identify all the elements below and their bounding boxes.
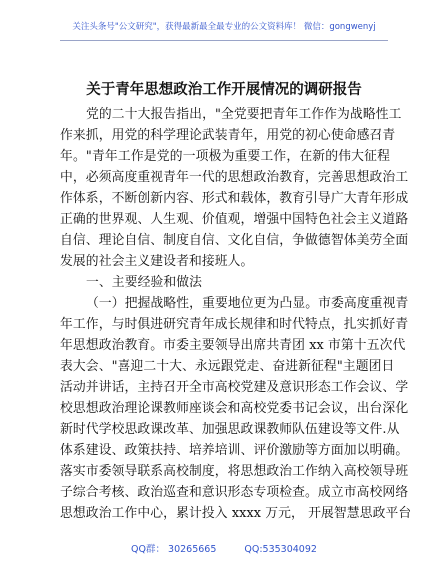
paragraph-line: 作来抓，用党的科学理论武装青年，用党的初心使命感召青 [60, 128, 396, 143]
footer-qq: QQ:535304092 [244, 544, 317, 555]
paragraph-line: 落实市委领导联系高校制度，将思想政治工作纳入高校领导班 [60, 464, 409, 479]
document-body [60, 104, 412, 524]
paragraph-line: 正确的世界观、人生观、价值观，增强中国特色社会主义道路 [60, 212, 409, 227]
paragraph-line: 体系建设、政策扶持、培养培训、评价激励等方面加以明确。 [60, 443, 409, 458]
paragraph-line: 年思想政治教育。市委主要领导出席共青团 xx 市第十五次代 [60, 338, 406, 353]
paragraph-line: 年。"青年工作是党的一项极为重要工作，在新的伟大征程 [60, 149, 390, 164]
paragraph-line: （一）把握战略性，重要地位更为凸显。市委高度重视青 [86, 296, 409, 311]
paragraph-line: 子综合考核、政治巡查和意识形态专项检查。成立市高校网络 [60, 485, 409, 500]
paragraph-line: 作体系，不断创新内容、形式和载体，教育引导广大青年形成 [60, 191, 409, 206]
paragraph-line: 表大会、"喜迎二十大、永远跟党走、奋进新征程"主题团日 [60, 359, 395, 374]
paragraph-line: 发展的社会主义建设者和接班人。 [60, 254, 254, 269]
paragraph-line: 思想政治工作中心，累计投入 xxxx 万元， 开展智慧思政平台 [60, 506, 412, 521]
paragraph-line: 党的二十大报告指出，"全党要把青年工作作为战略性工 [86, 107, 402, 122]
paragraph-line: 年工作，与时俱进研究青年成长规律和时代特点，扎实抓好青 [60, 317, 409, 332]
paragraph-line: 活动并讲话，主持召开全市高校党建及意识形态工作会议、学 [60, 380, 409, 395]
paragraph-line: 新时代学校思政课改革、加强思政课教师队伍建设等文件.从 [60, 422, 400, 437]
header-divider [60, 40, 388, 41]
paragraph-line: 中，必须高度重视青年一代的思想政治教育，完善思想政治工 [60, 170, 409, 185]
footer-qq-group: QQ群： 30265665 [131, 544, 217, 555]
footer-contact [0, 541, 448, 555]
paragraph-line: 自信、理论自信、制度自信、文化自信，争做德智体美劳全面 [60, 233, 409, 248]
section-heading: 一、主要经验和做法 [86, 275, 203, 290]
header-banner: 关注头条号"公文研究"，获得最新最全最专业的公文资料库！ 微信：gongwenyj [72, 22, 376, 32]
paragraph-line: 校思想政治理论课教师座谈会和高校党委书记会议，出台深化 [60, 401, 409, 416]
document-title: 关于青年思想政治工作开展情况的调研报告 [86, 81, 362, 98]
